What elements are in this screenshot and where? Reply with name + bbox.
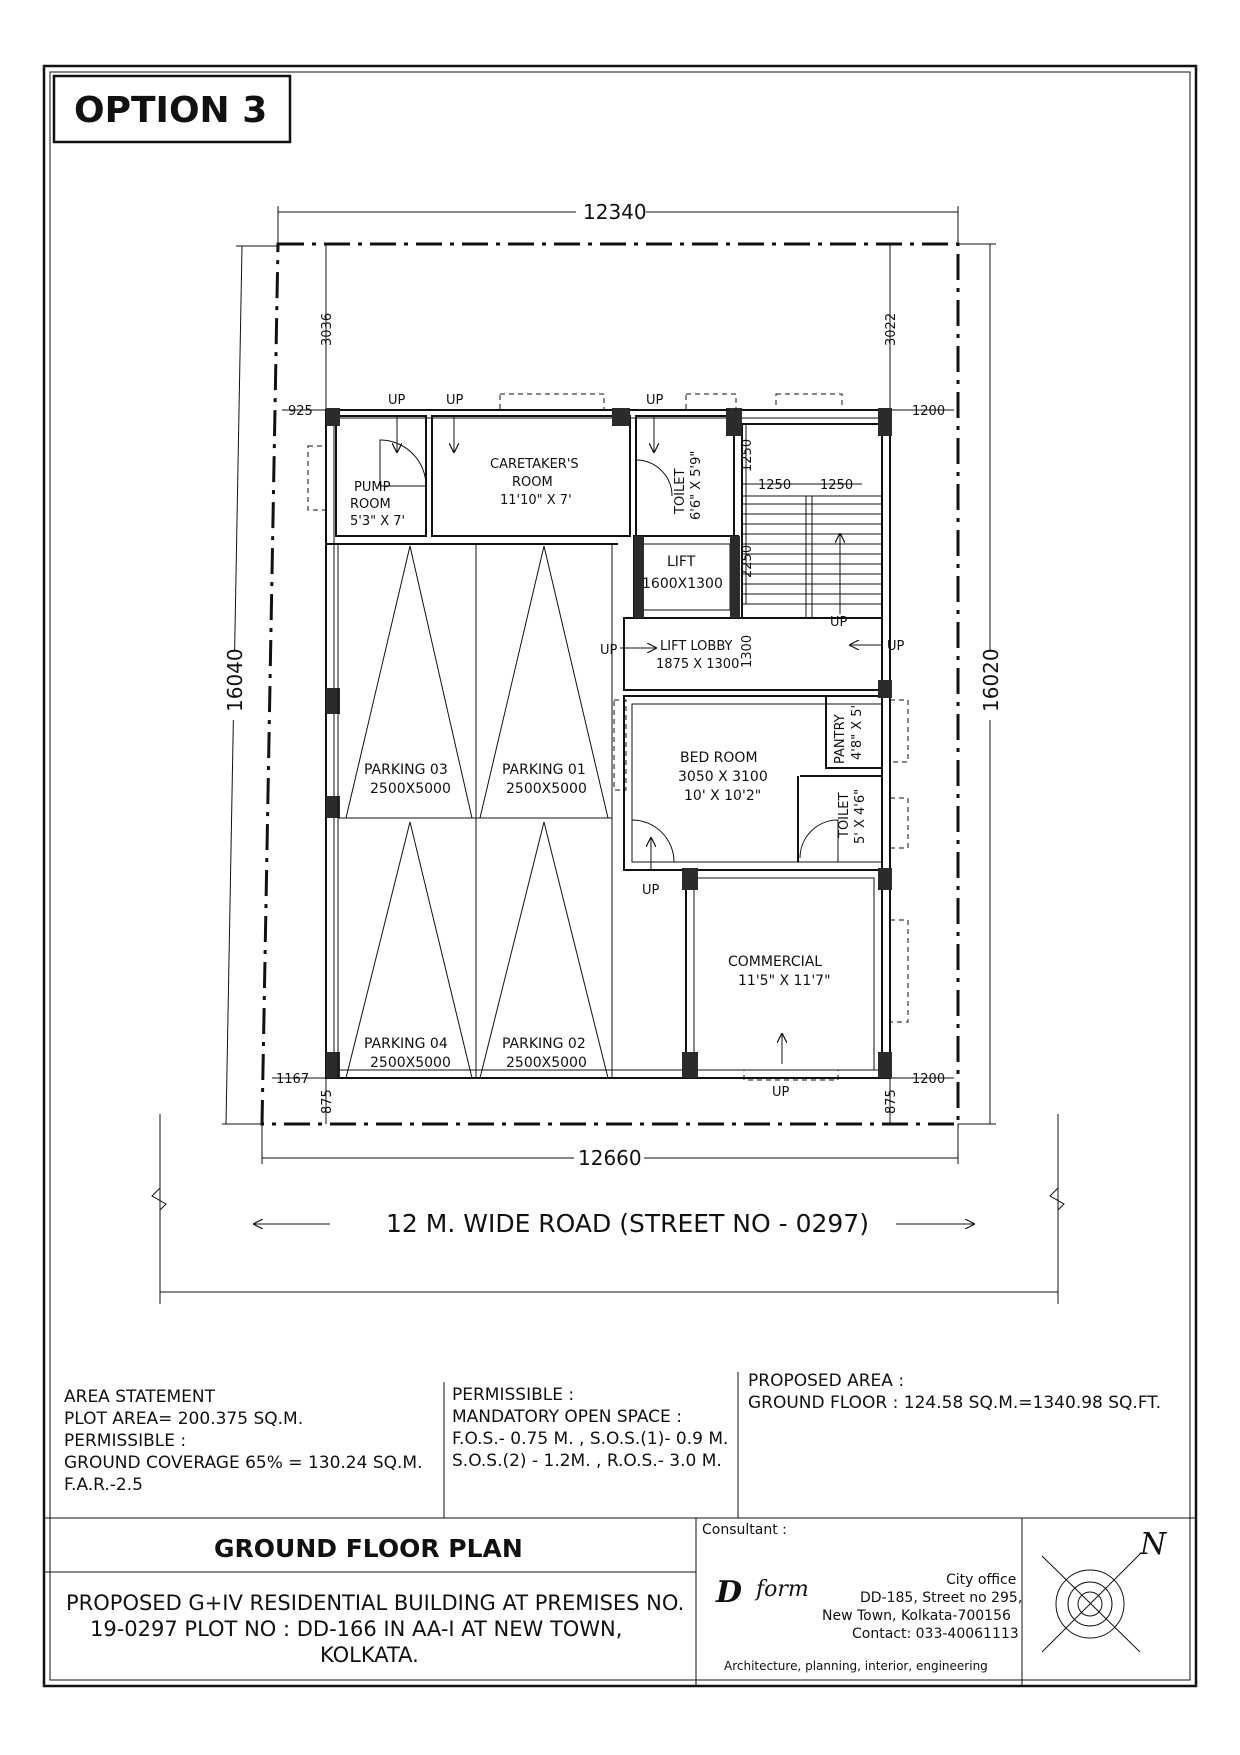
project-description	[66, 1591, 684, 1667]
room-pump	[350, 480, 405, 529]
svg-text:875: 875	[320, 1089, 335, 1114]
svg-text:UP: UP	[887, 639, 905, 654]
svg-text:1300: 1300	[740, 634, 755, 668]
svg-text:875: 875	[884, 1089, 899, 1114]
parking-03-label	[364, 762, 451, 797]
proposed-area-block	[748, 1371, 1161, 1413]
svg-text:1250: 1250	[820, 478, 854, 493]
staircase	[742, 496, 882, 618]
svg-text:GROUND FLOOR : 124.58 SQ.M.=13: GROUND FLOOR : 124.58 SQ.M.=1340.98 SQ.FT.	[748, 1393, 1162, 1413]
svg-text:UP: UP	[600, 643, 618, 658]
svg-text:3050 X 3100: 3050 X 3100	[678, 769, 768, 785]
svg-text:PLOT AREA= 200.375 SQ.M.: PLOT AREA= 200.375 SQ.M.	[64, 1409, 304, 1429]
svg-text:MANDATORY OPEN SPACE :: MANDATORY OPEN SPACE :	[452, 1407, 682, 1427]
svg-text:12660: 12660	[578, 1146, 642, 1170]
svg-text:1250: 1250	[758, 478, 792, 493]
road	[152, 1114, 1064, 1304]
room-toilet-top	[673, 451, 704, 520]
dimension-right-depth	[958, 244, 1003, 1124]
svg-text:PERMISSIBLE :: PERMISSIBLE :	[64, 1431, 187, 1451]
room-caretaker	[490, 457, 579, 508]
svg-text:16020: 16020	[979, 648, 1003, 712]
svg-text:Contact: 033-40061113: Contact: 033-40061113	[852, 1626, 1019, 1642]
svg-text:1600X1300: 1600X1300	[642, 576, 723, 592]
room-bedroom	[678, 750, 768, 804]
svg-text:BED ROOM: BED ROOM	[680, 750, 758, 766]
svg-text:TOILET: TOILET	[673, 468, 688, 514]
svg-text:4'8" X 5': 4'8" X 5'	[850, 704, 865, 760]
plot-boundary	[262, 244, 958, 1124]
up-markers	[388, 393, 905, 1100]
svg-text:3022: 3022	[884, 312, 899, 346]
svg-text:UP: UP	[388, 393, 406, 408]
area-statement	[64, 1387, 423, 1495]
svg-text:PROPOSED G+IV RESIDENTIAL BUIL: PROPOSED G+IV RESIDENTIAL BUILDING AT PREMISES NO.	[66, 1591, 685, 1615]
svg-text:6'6" X 5'9": 6'6" X 5'9"	[689, 450, 704, 520]
compass-north-arrow-icon	[1042, 1527, 1168, 1652]
svg-text:S.O.S.(2) - 1.2M. , R.O.S.- 3.: S.O.S.(2) - 1.2M. , R.O.S.- 3.0 M.	[452, 1451, 722, 1471]
road-label: 12 M. WIDE ROAD (STREET NO - 0297)	[386, 1209, 869, 1238]
svg-text:UP: UP	[446, 393, 464, 408]
svg-text:UP: UP	[830, 615, 848, 630]
svg-text:TOILET: TOILET	[837, 792, 852, 838]
room-lift	[642, 554, 723, 592]
svg-text:PANTRY: PANTRY	[833, 714, 848, 764]
svg-text:10' X 10'2": 10' X 10'2"	[684, 788, 762, 804]
svg-text:ROOM: ROOM	[350, 497, 391, 512]
svg-text:UP: UP	[646, 393, 664, 408]
svg-text:5'3" X 7': 5'3" X 7'	[350, 514, 406, 529]
svg-text:New Town, Kolkata-700156: New Town, Kolkata-700156	[822, 1608, 1011, 1624]
svg-text:PARKING 01: PARKING 01	[502, 762, 586, 778]
svg-text:City office: City office	[946, 1572, 1017, 1588]
svg-text:CARETAKER'S: CARETAKER'S	[490, 457, 579, 472]
svg-text:19-0297 PLOT NO : DD-166 IN AA: 19-0297 PLOT NO : DD-166 IN AA-I AT NEW TOWN,	[90, 1617, 623, 1641]
room-pantry	[833, 705, 865, 764]
svg-text:D: D	[716, 1575, 743, 1610]
svg-text:F.O.S.- 0.75 M. , S.O.S.(1)- 0: F.O.S.- 0.75 M. , S.O.S.(1)- 0.9 M.	[452, 1429, 729, 1449]
room-lift-lobby	[656, 639, 739, 672]
svg-text:Consultant :: Consultant :	[702, 1522, 787, 1538]
svg-text:LIFT: LIFT	[667, 554, 696, 570]
svg-text:1250: 1250	[740, 438, 755, 472]
setback-dimensions	[272, 244, 954, 1124]
svg-text:UP: UP	[642, 883, 660, 898]
consultant-block	[702, 1522, 1022, 1673]
svg-text:PERMISSIBLE :: PERMISSIBLE :	[452, 1385, 575, 1405]
svg-text:AREA STATEMENT: AREA STATEMENT	[64, 1387, 216, 1407]
svg-text:KOLKATA.: KOLKATA.	[320, 1643, 419, 1667]
svg-text:1200: 1200	[912, 1072, 946, 1087]
room-toilet-bed	[837, 789, 868, 844]
svg-text:11'10" X 7': 11'10" X 7'	[500, 493, 572, 508]
svg-text:2500X5000: 2500X5000	[370, 1055, 451, 1071]
svg-text:UP: UP	[772, 1085, 790, 1100]
dimension-bottom-width	[262, 1124, 958, 1170]
consultant-logo	[715, 1575, 809, 1610]
svg-text:N: N	[1140, 1527, 1167, 1562]
stair-dimensions	[740, 424, 862, 668]
svg-text:LIFT LOBBY: LIFT LOBBY	[660, 639, 733, 654]
svg-text:2500X5000: 2500X5000	[370, 781, 451, 797]
svg-text:Architecture, planning, interi: Architecture, planning, interior, engineering	[724, 1659, 988, 1673]
svg-text:PARKING 02: PARKING 02	[502, 1036, 586, 1052]
svg-text:GROUND COVERAGE 65% = 130.24 S: GROUND COVERAGE 65% = 130.24 SQ.M.	[64, 1453, 423, 1473]
svg-text:PARKING 03: PARKING 03	[364, 762, 448, 778]
parking-04-label	[364, 1036, 451, 1071]
parking-02-label	[502, 1036, 587, 1071]
svg-text:ROOM: ROOM	[512, 475, 553, 490]
room-commercial	[728, 954, 831, 989]
svg-text:1200: 1200	[912, 404, 946, 419]
drawing-title: GROUND FLOOR PLAN	[214, 1534, 523, 1563]
option-label: OPTION 3	[74, 90, 268, 131]
svg-text:16040: 16040	[223, 648, 247, 712]
option-label-box	[54, 76, 290, 142]
parking-01-label	[502, 762, 587, 797]
svg-text:2500X5000: 2500X5000	[506, 1055, 587, 1071]
svg-text:3036: 3036	[320, 312, 335, 346]
svg-text:DD-185, Street no 295,: DD-185, Street no 295,	[860, 1590, 1023, 1606]
svg-text:F.A.R.-2.5: F.A.R.-2.5	[64, 1475, 143, 1495]
svg-text:2250: 2250	[740, 544, 755, 578]
svg-text:PROPOSED AREA :: PROPOSED AREA :	[748, 1371, 905, 1391]
permissible-block	[452, 1385, 728, 1471]
svg-text:PUMP: PUMP	[354, 480, 391, 495]
parking-bays	[338, 544, 612, 1078]
svg-text:2500X5000: 2500X5000	[506, 781, 587, 797]
svg-text:form: form	[756, 1577, 809, 1602]
svg-text:1875 X 1300: 1875 X 1300	[656, 657, 740, 672]
svg-text:PARKING 04: PARKING 04	[364, 1036, 448, 1052]
dimension-top-width	[278, 200, 958, 244]
svg-text:COMMERCIAL: COMMERCIAL	[728, 954, 823, 970]
svg-text:11'5" X 11'7": 11'5" X 11'7"	[738, 973, 831, 989]
dimension-left-depth	[222, 246, 278, 1124]
svg-text:1167: 1167	[276, 1072, 310, 1087]
svg-text:12340: 12340	[583, 200, 647, 224]
svg-text:5' X 4'6": 5' X 4'6"	[853, 788, 868, 844]
svg-text:925: 925	[288, 404, 313, 419]
